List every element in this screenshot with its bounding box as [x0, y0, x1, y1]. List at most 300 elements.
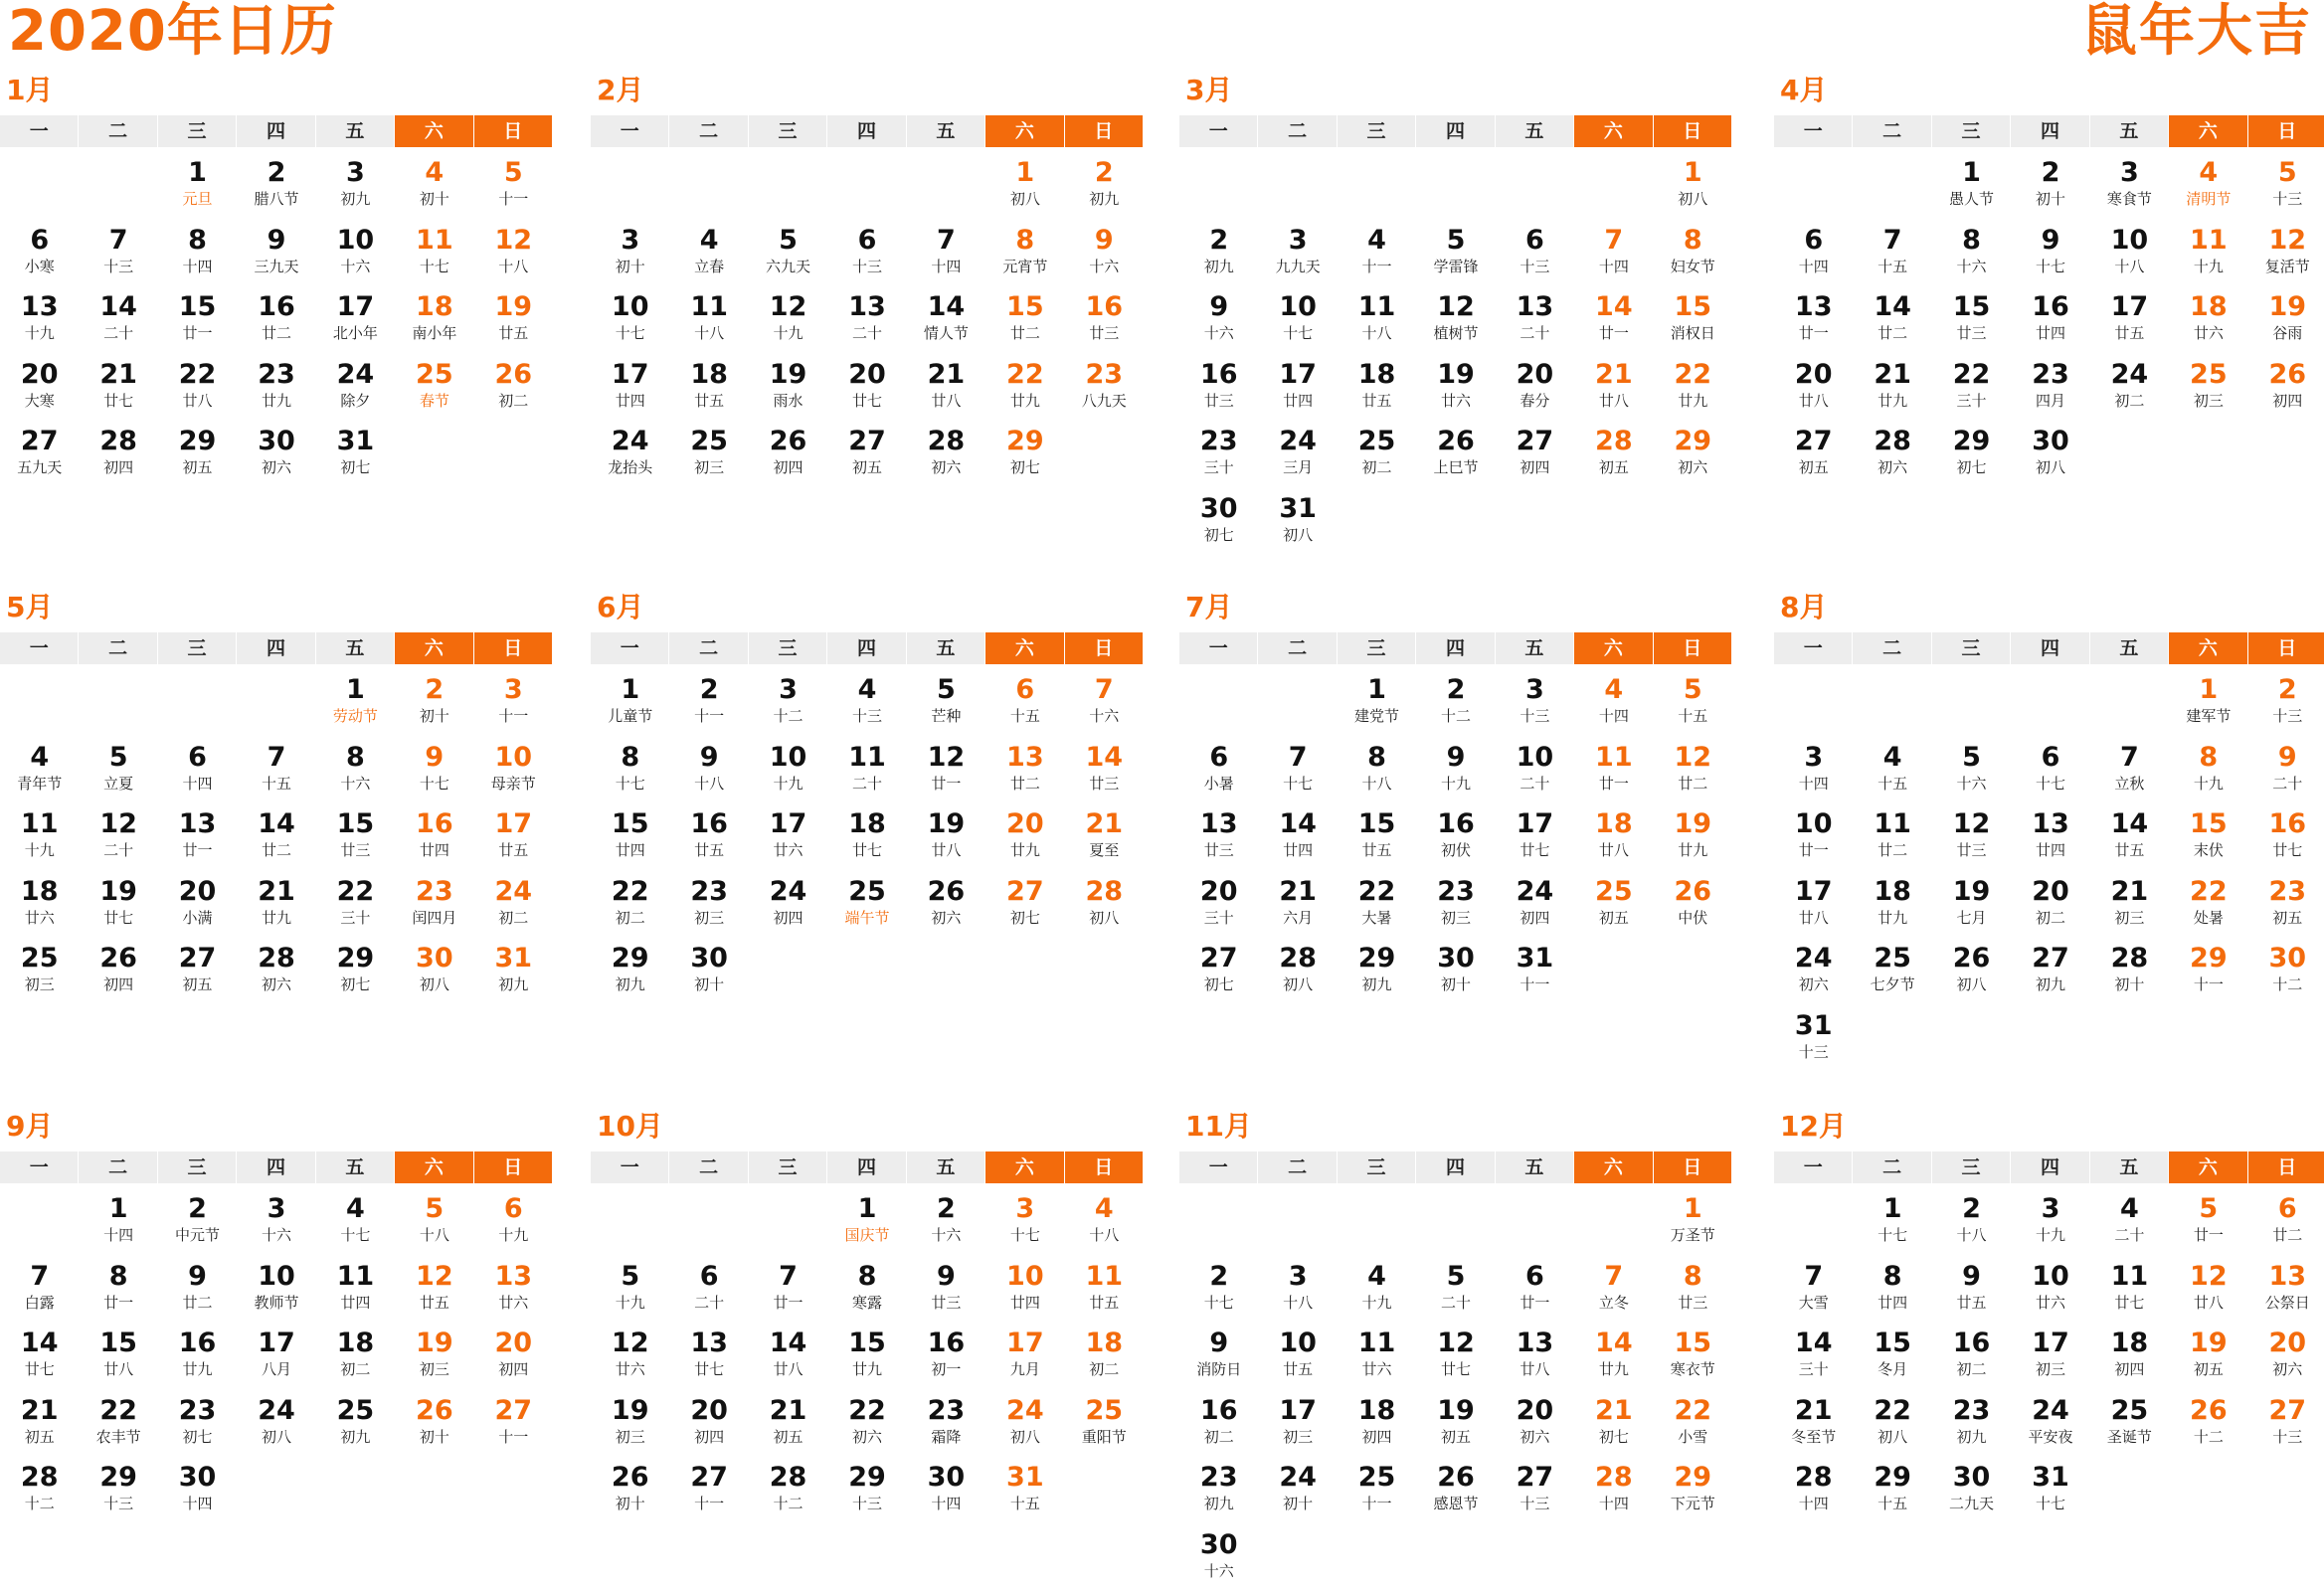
- weekday-label: 一: [1179, 115, 1258, 147]
- day-number: 25: [1595, 875, 1633, 907]
- day-number: 26: [611, 1462, 649, 1494]
- lunar-label: 廿五: [2114, 324, 2145, 343]
- lunar-label: 十九: [615, 1293, 645, 1312]
- day-grid: [0, 670, 553, 1006]
- lunar-label: 初二: [1203, 1427, 1234, 1446]
- day-number: 13: [2268, 1260, 2307, 1292]
- day-number: 27: [2032, 943, 2069, 974]
- lunar-label: 初七: [182, 1427, 213, 1446]
- day-cell: [1258, 355, 1337, 423]
- lunar-label: 廿二: [1877, 841, 1908, 860]
- day-cell: [1574, 1257, 1653, 1325]
- lunar-label: 廿一: [931, 774, 962, 793]
- lunar-label: 廿八: [1598, 391, 1629, 410]
- day-number: 9: [1094, 224, 1114, 256]
- lunar-label: 廿三: [1678, 1293, 1708, 1312]
- lunar-label: 十九: [24, 324, 55, 343]
- day-cell: [474, 738, 553, 805]
- day-number: 23: [1085, 358, 1124, 390]
- day-number: 8: [108, 1260, 128, 1292]
- day-cell: [1932, 1189, 2011, 1257]
- lunar-label: 二九天: [1949, 1495, 1995, 1513]
- day-number: 28: [927, 426, 966, 457]
- lunar-label: 廿七: [1440, 1360, 1471, 1379]
- lunar-label: 十八: [498, 257, 529, 275]
- day-cell: [1774, 1006, 1853, 1074]
- day-number: 11: [1595, 741, 1633, 773]
- day-number: 17: [1794, 875, 1833, 907]
- lunar-label: 十九: [1440, 774, 1471, 793]
- day-number: 27: [494, 1394, 533, 1426]
- day-number: 22: [2190, 875, 2228, 907]
- lunar-label: 平安夜: [2028, 1427, 2073, 1446]
- day-cell: [158, 1391, 237, 1459]
- lunar-label: 廿九: [851, 1360, 882, 1379]
- empty-cell: [669, 1189, 748, 1257]
- day-number: 28: [20, 1462, 59, 1494]
- day-cell: [1338, 422, 1416, 489]
- day-number: 20: [2032, 875, 2069, 907]
- day-cell: [1774, 939, 1853, 1006]
- day-number: 27: [1006, 875, 1044, 907]
- weekday-label: 三: [1338, 1151, 1416, 1183]
- lunar-label: 十二: [773, 1495, 804, 1513]
- page-slogan: 鼠年大吉: [2081, 0, 2312, 64]
- day-cell: [1932, 355, 2011, 423]
- month-title: 11月: [1185, 1110, 1252, 1143]
- empty-cell: [669, 153, 748, 221]
- day-cell: [1258, 1324, 1337, 1391]
- empty-cell: [1574, 153, 1653, 221]
- day-cell: [749, 738, 827, 805]
- day-number: 18: [690, 358, 728, 390]
- weekday-label: 三: [158, 1151, 237, 1183]
- day-cell: [2011, 939, 2089, 1006]
- day-number: 4: [699, 224, 719, 256]
- day-cell: [1179, 939, 1258, 1006]
- day-cell: [79, 287, 157, 355]
- day-number: 12: [494, 224, 533, 256]
- day-number: 21: [1279, 875, 1317, 907]
- day-cell: [827, 1458, 906, 1525]
- day-cell: [1932, 153, 2011, 221]
- lunar-label: 廿一: [2193, 1226, 2224, 1244]
- day-cell: [985, 738, 1064, 805]
- day-number: 11: [690, 291, 728, 323]
- lunar-label: 十九: [24, 841, 55, 860]
- lunar-label: 廿七: [851, 391, 882, 410]
- empty-cell: [0, 1189, 79, 1257]
- lunar-label: 廿五: [498, 841, 529, 860]
- empty-cell: [827, 153, 906, 221]
- day-cell: [907, 1189, 985, 1257]
- empty-cell: [1774, 153, 1853, 221]
- day-number: 24: [258, 1394, 295, 1426]
- day-number: 11: [1357, 291, 1396, 323]
- weekday-label: 五: [316, 115, 395, 147]
- day-cell: [158, 738, 237, 805]
- lunar-label: 十七: [1283, 324, 1314, 343]
- day-number: 3: [267, 1193, 286, 1224]
- day-cell: [1179, 489, 1258, 557]
- lunar-label: 初伏: [1440, 841, 1471, 860]
- day-number: 14: [769, 1328, 807, 1359]
- day-number: 6: [699, 1260, 719, 1292]
- day-number: 19: [99, 875, 137, 907]
- weekday-label: 三: [1338, 632, 1416, 664]
- day-cell: [1258, 1391, 1337, 1459]
- day-cell: [237, 804, 315, 872]
- day-number: 11: [2110, 1260, 2149, 1292]
- day-number: 26: [2190, 1394, 2228, 1426]
- day-number: 21: [1874, 358, 1911, 390]
- day-number: 11: [416, 224, 453, 256]
- day-number: 22: [1674, 1394, 1712, 1426]
- day-cell: [1496, 1458, 1574, 1525]
- day-number: 24: [1794, 943, 1833, 974]
- day-cell: [2090, 1189, 2169, 1257]
- day-number: 9: [188, 1260, 207, 1292]
- lunar-label: 十七: [1877, 1226, 1908, 1244]
- day-number: 5: [1446, 1260, 1466, 1292]
- day-cell: [474, 1324, 553, 1391]
- lunar-label: 初四: [103, 458, 134, 477]
- day-cell: [474, 804, 553, 872]
- lunar-label: 初十: [419, 1427, 449, 1446]
- lunar-label: 二十: [1440, 1293, 1471, 1312]
- day-cell: [985, 670, 1064, 738]
- day-cell: [395, 221, 473, 288]
- day-number: 16: [178, 1328, 217, 1359]
- lunar-label: 廿一: [1598, 774, 1629, 793]
- lunar-label: 初二: [498, 908, 529, 927]
- lunar-label: 三十: [340, 908, 371, 927]
- lunar-label: 廿六: [2035, 1293, 2065, 1312]
- lunar-label: 十三: [2272, 707, 2303, 725]
- weekday-label: 五: [1496, 115, 1574, 147]
- lunar-label: 初五: [2193, 1360, 2224, 1379]
- lunar-label: 初八: [1009, 190, 1040, 208]
- lunar-label: 廿一: [1520, 1293, 1550, 1312]
- day-cell: [827, 287, 906, 355]
- day-cell: [474, 221, 553, 288]
- day-number: 12: [1437, 1328, 1475, 1359]
- weekday-label: 三: [158, 632, 237, 664]
- day-cell: [1574, 1458, 1653, 1525]
- lunar-label: 青年节: [17, 774, 63, 793]
- lunar-label: 初六: [851, 1427, 882, 1446]
- lunar-label: 廿一: [103, 1293, 134, 1312]
- month-title: 9月: [6, 1110, 54, 1143]
- day-number: 25: [2190, 358, 2228, 390]
- day-cell: [1496, 1257, 1574, 1325]
- day-cell: [1932, 1257, 2011, 1325]
- lunar-label: 十六: [1956, 774, 1987, 793]
- day-number: 7: [1604, 224, 1624, 256]
- day-cell: [1574, 287, 1653, 355]
- empty-cell: [1496, 153, 1574, 221]
- day-cell: [2248, 670, 2324, 738]
- lunar-label: 立夏: [103, 774, 134, 793]
- day-number: 30: [1199, 492, 1238, 524]
- day-number: 23: [927, 1394, 966, 1426]
- day-cell: [1179, 872, 1258, 940]
- lunar-label: 初九: [340, 1427, 371, 1446]
- day-cell: [79, 738, 157, 805]
- day-number: 6: [188, 741, 207, 773]
- day-cell: [669, 1324, 748, 1391]
- lunar-label: 十七: [1009, 1226, 1040, 1244]
- lunar-label: 廿一: [773, 1293, 804, 1312]
- day-cell: [2248, 355, 2324, 423]
- lunar-label: 五九天: [17, 458, 63, 477]
- day-cell: [1654, 738, 1732, 805]
- day-cell: [1258, 422, 1337, 489]
- day-cell: [591, 1391, 669, 1459]
- day-number: 31: [494, 943, 533, 974]
- lunar-label: 廿二: [2272, 1226, 2303, 1244]
- day-cell: [907, 355, 985, 423]
- lunar-label: 十二: [2272, 975, 2303, 994]
- day-cell: [907, 1257, 985, 1325]
- day-cell: [1774, 1324, 1853, 1391]
- weekday-label: 一: [591, 115, 669, 147]
- day-number: 2: [188, 1193, 207, 1224]
- weekday-label: 二: [1258, 115, 1337, 147]
- weekday-header: [0, 115, 553, 147]
- lunar-label: 二十: [103, 841, 134, 860]
- day-cell: [1654, 153, 1732, 221]
- day-cell: [2169, 1391, 2247, 1459]
- lunar-label: 十七: [2035, 1495, 2065, 1513]
- day-number: 22: [1952, 358, 1991, 390]
- day-number: 17: [1279, 358, 1317, 390]
- day-number: 29: [178, 426, 217, 457]
- day-cell: [1416, 355, 1495, 423]
- day-cell: [1654, 1189, 1732, 1257]
- lunar-label: 立冬: [1598, 1293, 1629, 1312]
- empty-cell: [237, 670, 315, 738]
- weekday-label: 二: [1258, 632, 1337, 664]
- day-cell: [316, 1257, 395, 1325]
- day-number: 15: [611, 808, 649, 840]
- day-number: 12: [1952, 808, 1991, 840]
- day-number: 8: [1962, 224, 1981, 256]
- lunar-label: 十四: [182, 774, 213, 793]
- day-number: 7: [1804, 1260, 1824, 1292]
- day-number: 9: [267, 224, 286, 256]
- weekday-label: 六: [1574, 1151, 1653, 1183]
- lunar-label: 北小年: [332, 324, 378, 343]
- lunar-label: 廿九: [1598, 1360, 1629, 1379]
- lunar-label: 初十: [419, 190, 449, 208]
- lunar-label: 小寒: [24, 257, 55, 275]
- lunar-label: 初三: [615, 1427, 645, 1446]
- day-cell: [0, 221, 79, 288]
- day-number: 21: [99, 358, 137, 390]
- day-number: 8: [188, 224, 207, 256]
- day-cell: [237, 422, 315, 489]
- day-number: 19: [927, 808, 966, 840]
- day-cell: [749, 1391, 827, 1459]
- lunar-label: 十三: [851, 257, 882, 275]
- day-cell: [985, 1391, 1064, 1459]
- lunar-label: 九月: [1009, 1360, 1040, 1379]
- day-cell: [0, 804, 79, 872]
- weekday-label: 二: [1853, 115, 1931, 147]
- empty-cell: [1179, 153, 1258, 221]
- lunar-label: 十八: [419, 1226, 449, 1244]
- day-number: 12: [2190, 1260, 2228, 1292]
- lunar-label: 廿五: [694, 391, 725, 410]
- lunar-label: 十三: [103, 1495, 134, 1513]
- weekday-label: 三: [749, 115, 827, 147]
- lunar-label: 八九天: [1081, 391, 1127, 410]
- lunar-label: 初八: [419, 975, 449, 994]
- lunar-label: 十七: [1283, 774, 1314, 793]
- day-cell: [237, 153, 315, 221]
- day-cell: [316, 1391, 395, 1459]
- lunar-label: 初七: [340, 458, 371, 477]
- day-cell: [1932, 738, 2011, 805]
- day-cell: [827, 1391, 906, 1459]
- lunar-label: 初四: [773, 908, 804, 927]
- weekday-label: 一: [591, 632, 669, 664]
- lunar-label: 初三: [694, 458, 725, 477]
- day-cell: [1774, 221, 1853, 288]
- lunar-label: 清明节: [2186, 190, 2232, 208]
- day-cell: [907, 804, 985, 872]
- day-cell: [669, 939, 748, 1006]
- day-number: 9: [699, 741, 719, 773]
- day-number: 31: [1516, 943, 1554, 974]
- day-number: 1: [1015, 157, 1035, 188]
- lunar-label: 廿四: [2035, 324, 2065, 343]
- lunar-label: 十一: [498, 1427, 529, 1446]
- lunar-label: 二十: [2272, 774, 2303, 793]
- lunar-label: 初二: [1956, 1360, 1987, 1379]
- day-grid: [1774, 153, 2324, 489]
- day-cell: [1574, 670, 1653, 738]
- lunar-label: 廿六: [498, 1293, 529, 1312]
- lunar-label: 初十: [694, 975, 725, 994]
- day-number: 10: [336, 224, 375, 256]
- day-number: 14: [1279, 808, 1317, 840]
- day-cell: [907, 670, 985, 738]
- day-cell: [158, 153, 237, 221]
- day-number: 25: [2110, 1394, 2149, 1426]
- lunar-label: 初四: [498, 1360, 529, 1379]
- day-cell: [1932, 1324, 2011, 1391]
- day-cell: [1774, 355, 1853, 423]
- day-cell: [79, 422, 157, 489]
- day-number: 5: [108, 741, 128, 773]
- day-cell: [1065, 1189, 1144, 1257]
- day-number: 12: [1674, 741, 1712, 773]
- day-grid: [1774, 670, 2324, 1074]
- day-number: 7: [267, 741, 286, 773]
- day-number: 1: [1962, 157, 1981, 188]
- lunar-label: 初一: [931, 1360, 962, 1379]
- weekday-label: 六: [395, 1151, 473, 1183]
- weekday-label: 五: [316, 632, 395, 664]
- day-cell: [2011, 1189, 2089, 1257]
- day-cell: [1258, 939, 1337, 1006]
- lunar-label: 十一: [2193, 975, 2224, 994]
- weekday-label: 日: [474, 115, 553, 147]
- day-cell: [749, 355, 827, 423]
- lunar-label: 初十: [2035, 190, 2065, 208]
- day-cell: [1574, 422, 1653, 489]
- weekday-label: 三: [1338, 115, 1416, 147]
- day-number: 29: [611, 943, 649, 974]
- day-number: 17: [258, 1328, 295, 1359]
- day-cell: [0, 738, 79, 805]
- day-cell: [1496, 670, 1574, 738]
- empty-cell: [1774, 1189, 1853, 1257]
- lunar-label: 初二: [1361, 458, 1392, 477]
- weekday-label: 一: [1774, 632, 1853, 664]
- day-cell: [1574, 804, 1653, 872]
- day-number: 9: [1962, 1260, 1981, 1292]
- day-cell: [395, 355, 473, 423]
- month-title: 2月: [597, 74, 644, 106]
- day-number: 21: [1595, 1394, 1633, 1426]
- day-cell: [1416, 422, 1495, 489]
- day-cell: [1258, 1458, 1337, 1525]
- day-cell: [2248, 738, 2324, 805]
- lunar-label: 初二: [615, 908, 645, 927]
- day-number: 7: [108, 224, 128, 256]
- day-cell: [985, 1458, 1064, 1525]
- weekday-header: [1774, 1151, 2324, 1183]
- lunar-label: 下元节: [1670, 1495, 1715, 1513]
- day-cell: [1654, 221, 1732, 288]
- lunar-label: 元旦: [182, 190, 213, 208]
- lunar-label: 廿二: [1877, 324, 1908, 343]
- day-number: 9: [937, 1260, 956, 1292]
- day-number: 16: [2268, 808, 2307, 840]
- lunar-label: 初九: [1089, 190, 1120, 208]
- day-cell: [985, 1324, 1064, 1391]
- weekday-label: 日: [2248, 115, 2324, 147]
- lunar-label: 廿九: [261, 908, 291, 927]
- day-cell: [1654, 422, 1732, 489]
- day-number: 4: [2120, 1193, 2139, 1224]
- day-number: 30: [2032, 426, 2069, 457]
- lunar-label: 廿四: [1283, 841, 1314, 860]
- lunar-label: 初四: [2114, 1360, 2145, 1379]
- lunar-label: 初七: [1203, 525, 1234, 544]
- lunar-label: 初九: [1203, 1495, 1234, 1513]
- weekday-label: 六: [985, 632, 1064, 664]
- day-cell: [985, 422, 1064, 489]
- day-cell: [2248, 1189, 2324, 1257]
- day-cell: [827, 738, 906, 805]
- lunar-label: 初四: [1520, 908, 1550, 927]
- day-cell: [1416, 1458, 1495, 1525]
- day-number: 17: [494, 808, 533, 840]
- day-cell: [2011, 1324, 2089, 1391]
- lunar-label: 中伏: [1678, 908, 1708, 927]
- day-number: 26: [769, 426, 807, 457]
- lunar-label: 初三: [1440, 908, 1471, 927]
- day-number: 31: [1006, 1462, 1044, 1494]
- day-number: 9: [1446, 741, 1466, 773]
- lunar-label: 二十: [694, 1293, 725, 1312]
- lunar-label: 六九天: [766, 257, 811, 275]
- day-number: 19: [2190, 1328, 2228, 1359]
